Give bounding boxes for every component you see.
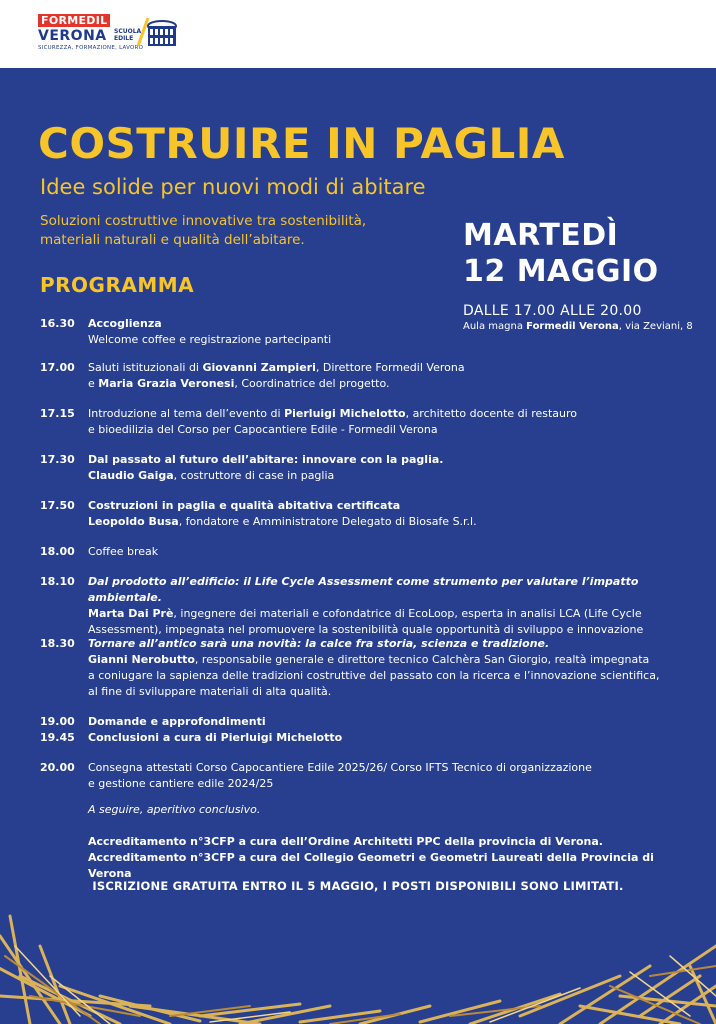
- event-intro: [40, 212, 460, 250]
- straw-decoration: [0, 876, 716, 1024]
- schedule-body: [88, 406, 698, 438]
- schedule-title: Costruzioni in paglia e qualità abitativa certificata: [88, 499, 401, 512]
- venue-address: , via Zeviani, 8: [618, 321, 693, 332]
- speaker-name: Giovanni Zampieri: [202, 361, 316, 374]
- formedil-logo[interactable]: [38, 14, 178, 56]
- schedule-text: a coniugare la sapienza delle tradizioni costruttive del passato con la ricerca e l’innovazione scientifica,: [88, 669, 660, 682]
- schedule-text: e: [88, 377, 99, 390]
- speaker-name: Maria Grazia Veronesi: [98, 377, 235, 390]
- intro-line-1: Soluzioni costruttive innovative tra sostenibilità,: [40, 213, 367, 229]
- schedule-text: Coffee break: [88, 545, 159, 558]
- schedule-text: Introduzione al tema dell’evento di: [88, 407, 285, 420]
- schedule-line: [88, 376, 698, 392]
- event-date: 12 MAGGIO: [463, 254, 659, 289]
- accreditation-architects: Accreditamento n°3CFP a cura dell’Ordine Architetti PPC della provincia di Verona.: [88, 835, 603, 848]
- intro-line-2: materiali naturali e qualità dell’abitare.: [40, 232, 305, 248]
- speaker-role: , fondatore e Amministratore Delegato di Biosafe S.r.l.: [178, 515, 477, 528]
- schedule-body: [88, 574, 698, 638]
- schedule-text: Assessment), impegnata nel promuovere la sostenibilità quale opportunità di sviluppo e innovazione: [88, 623, 644, 636]
- aperitivo-text: A seguire, aperitivo conclusivo.: [88, 803, 261, 816]
- event-title: COSTRUIRE IN PAGLIA: [38, 119, 565, 168]
- schedule-body: [88, 316, 698, 348]
- schedule-line: [88, 468, 698, 484]
- schedule-title: Accoglienza: [88, 317, 162, 330]
- schedule-time: 20.00: [40, 761, 75, 774]
- aperitivo-note: [88, 802, 698, 818]
- schedule-time: 18.30: [40, 637, 75, 650]
- header-bar: [0, 0, 716, 68]
- accreditation-block: [88, 834, 698, 882]
- schedule-time: 19.00: [40, 715, 75, 728]
- speaker-role: , ingegnere dei materiali e cofondatrice di EcoLoop, esperta in analisi LCA (Life Cycle: [173, 607, 642, 620]
- speaker-name: Leopoldo Busa: [88, 515, 179, 528]
- schedule-line: [88, 606, 698, 622]
- event-day: MARTEDÌ: [463, 218, 619, 253]
- schedule-title: Conclusioni a cura di Pierluigi Michelotto: [88, 731, 343, 744]
- schedule-body: [88, 360, 698, 392]
- logo-city: VERONA: [38, 28, 107, 44]
- schedule-text: Consegna attestati Corso Capocantiere Edile 2025/26/ Corso IFTS Tecnico di organizzazione: [88, 761, 592, 774]
- schedule-body: [88, 498, 698, 530]
- schedule-body: [88, 714, 698, 730]
- schedule-body: [88, 760, 698, 792]
- schedule-line: [88, 406, 698, 422]
- schedule-line: [88, 514, 698, 530]
- speaker-role: , architetto docente di restauro: [405, 407, 578, 420]
- schedule-time: 19.45: [40, 731, 75, 744]
- schedule-time: 17.15: [40, 407, 75, 420]
- speaker-role: , responsabile generale e direttore tecnico Calchèra San Giorgio, realtà impegnata: [194, 653, 650, 666]
- event-poster: [0, 68, 716, 1024]
- venue-name: Formedil Verona: [526, 321, 619, 332]
- schedule-time: 18.00: [40, 545, 75, 558]
- logo-school-line1: SCUOLA: [114, 28, 142, 35]
- accreditation-surveyors: Accreditamento n°3CFP a cura del Collegio Geometri e Geometri Laureati della Provincia di Verona: [88, 851, 654, 880]
- schedule-text: Saluti istituzionali di: [88, 361, 203, 374]
- logo-tagline: SICUREZZA, FORMAZIONE, LAVORO: [38, 45, 144, 51]
- schedule-text: al fine di sviluppare materiali di alta qualità.: [88, 685, 332, 698]
- schedule-time: 17.30: [40, 453, 75, 466]
- logo-brand: FORMEDIL: [38, 14, 110, 27]
- schedule-line: [88, 360, 698, 376]
- speaker-role: , Direttore Formedil Verona: [315, 361, 465, 374]
- speaker-name: Claudio Gaiga: [88, 469, 174, 482]
- event-time: DALLE 17.00 ALLE 20.00: [463, 303, 642, 319]
- schedule-body: [88, 730, 698, 746]
- schedule-time: 16.30: [40, 317, 75, 330]
- schedule-text: e gestione cantiere edile 2024/25: [88, 777, 274, 790]
- speaker-role: , Coordinatrice del progetto.: [234, 377, 390, 390]
- schedule-body: [88, 544, 698, 560]
- schedule-body: [88, 636, 698, 700]
- logo-school-line2: EDILE: [114, 35, 134, 42]
- schedule-time: 17.00: [40, 361, 75, 374]
- speaker-role: , costruttore di case in paglia: [173, 469, 335, 482]
- schedule-time: 18.10: [40, 575, 75, 588]
- speaker-name: Marta Dai Prè: [88, 607, 174, 620]
- schedule-title: Domande e approfondimenti: [88, 715, 266, 728]
- arena-icon: [134, 14, 178, 54]
- venue-prefix: Aula magna: [463, 321, 523, 332]
- speaker-name: Pierluigi Michelotto: [284, 407, 406, 420]
- registration-notice: ISCRIZIONE GRATUITA ENTRO IL 5 MAGGIO, I POSTI DISPONIBILI SONO LIMITATI.: [92, 879, 624, 893]
- schedule-text: Welcome coffee e registrazione partecipanti: [88, 333, 332, 346]
- event-subtitle: Idee solide per nuovi modi di abitare: [40, 175, 426, 199]
- program-heading: PROGRAMMA: [40, 273, 195, 297]
- schedule-title: Tornare all’antico sarà una novità: la calce fra storia, scienza e tradizione.: [88, 637, 550, 650]
- schedule-time: 17.50: [40, 499, 75, 512]
- speaker-name: Gianni Nerobutto: [88, 653, 195, 666]
- schedule-line: [88, 652, 698, 668]
- schedule-title: Dal prodotto all’edificio: il Life Cycle Assessment come strumento per valutare l’impatto ambientale.: [88, 575, 639, 604]
- schedule-body: [88, 452, 698, 484]
- schedule-text: e bioedilizia del Corso per Capocantiere Edile - Formedil Verona: [88, 423, 438, 436]
- schedule-title: Dal passato al futuro dell’abitare: innovare con la paglia.: [88, 453, 444, 466]
